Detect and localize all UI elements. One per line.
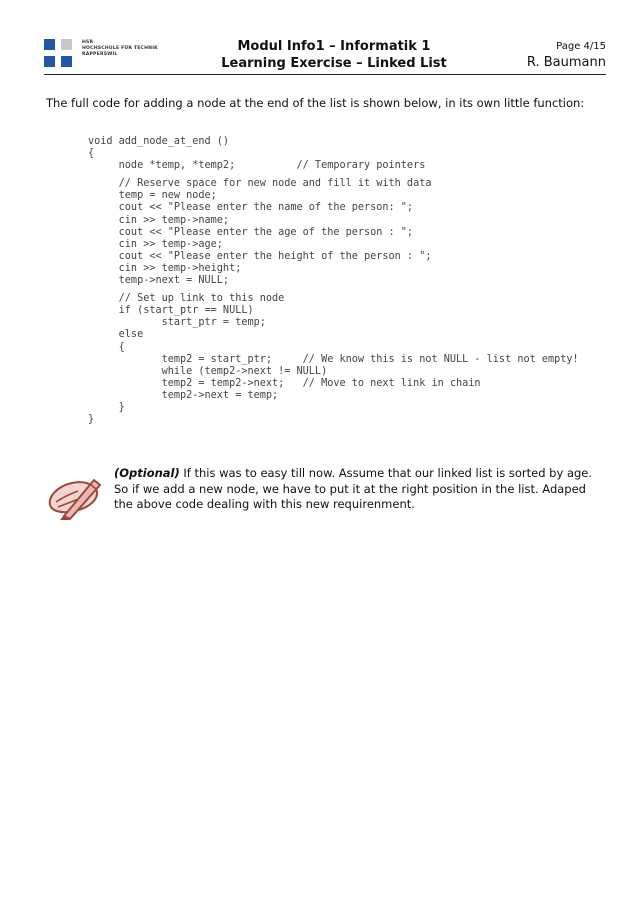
code-line: if (start_ptr == NULL) bbox=[88, 305, 254, 317]
code-line: cout << "Please enter the age of the person : "; bbox=[88, 226, 414, 238]
author-name: R. Baumann bbox=[526, 55, 606, 70]
code-line: temp2 = start_ptr; // We know this is not NULL - list not empty! bbox=[88, 353, 579, 365]
optional-text: If this was to easy till now. Assume that our linked list is sorted by age. So if we add a new node, we have to put it at the right position in the list. Adaped the above code dealing with this new requirenment. bbox=[114, 466, 593, 511]
code-line: cin >> temp->name; bbox=[88, 214, 230, 226]
code-line: cout << "Please enter the height of the person : "; bbox=[88, 250, 432, 262]
logo-square-icon bbox=[61, 56, 72, 67]
code-block bbox=[88, 136, 579, 426]
optional-exercise bbox=[114, 466, 598, 513]
module-title: Modul Info1 – Informatik 1 bbox=[237, 39, 431, 54]
logo-line: RAPPERSWIL bbox=[82, 51, 118, 57]
exercise-title: Learning Exercise – Linked List bbox=[221, 56, 447, 71]
page-number: Page 4/15 bbox=[556, 41, 606, 52]
page-header bbox=[44, 38, 606, 75]
logo-line: HSR bbox=[82, 40, 94, 45]
code-line: temp2->next = temp; bbox=[88, 389, 279, 401]
logo-square-icon bbox=[44, 39, 55, 50]
code-line: void add_node_at_end () bbox=[88, 136, 230, 147]
code-line: temp2 = temp2->next; // Move to next link in chain bbox=[88, 377, 481, 389]
code-line: else bbox=[88, 329, 144, 341]
code-line: cin >> temp->height; bbox=[88, 262, 242, 274]
code-line: { bbox=[88, 341, 125, 353]
pencil-note-icon bbox=[44, 474, 106, 520]
optional-label: (Optional) bbox=[114, 466, 180, 480]
logo-text bbox=[82, 40, 158, 57]
logo-line: HOCHSCHULE FÜR TECHNIK bbox=[82, 45, 158, 51]
code-line: // Set up link to this node bbox=[88, 293, 285, 305]
code-line: while (temp2->next != NULL) bbox=[88, 365, 328, 377]
code-line: } bbox=[88, 401, 125, 413]
code-line: start_ptr = temp; bbox=[88, 317, 266, 329]
code-line: { bbox=[88, 148, 95, 160]
code-line: // Reserve space for new node and fill it with data bbox=[88, 178, 432, 190]
logo-square-icon bbox=[61, 39, 72, 50]
code-line: } bbox=[88, 414, 95, 426]
code-line: temp = new node; bbox=[88, 190, 217, 202]
code-line: cout << "Please enter the name of the person: "; bbox=[88, 202, 414, 214]
code-line: cin >> temp->age; bbox=[88, 238, 223, 250]
hsr-logo bbox=[44, 39, 164, 71]
code-line: node *temp, *temp2; // Temporary pointers bbox=[88, 160, 426, 172]
code-line: temp->next = NULL; bbox=[88, 275, 230, 287]
intro-paragraph: The full code for adding a node at the end of the list is shown below, in its own little function: bbox=[46, 96, 585, 110]
logo-square-icon bbox=[44, 56, 55, 67]
